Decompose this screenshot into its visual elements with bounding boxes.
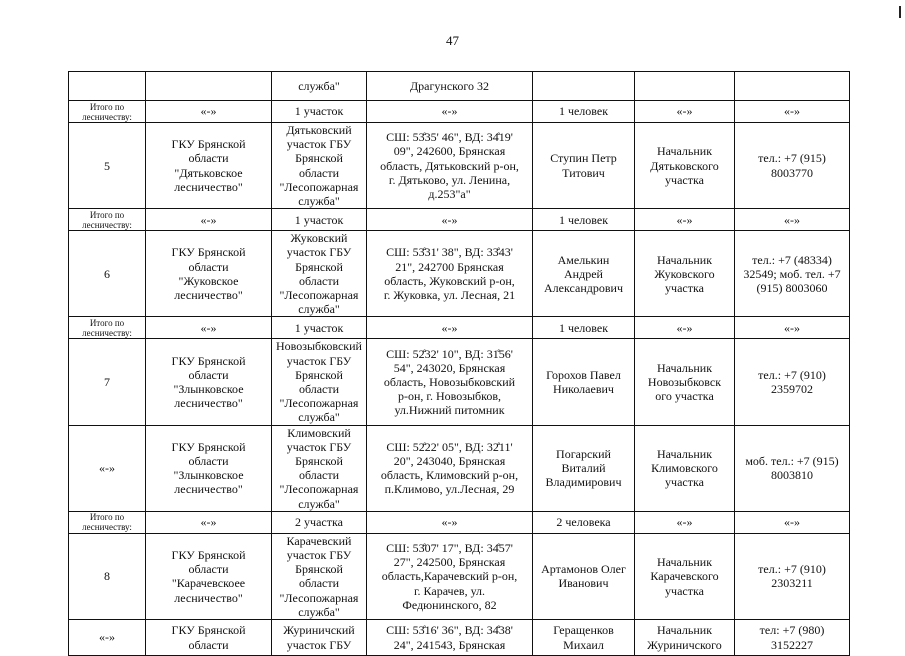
table-row — [69, 533, 850, 619]
cell-position: «-» — [635, 511, 735, 533]
table-row — [69, 123, 850, 209]
cell-person: Амелькин Андрей Александрович — [533, 231, 635, 317]
cell-org: ГКУ Брянской области "Карачевскоее лесничество" — [146, 533, 272, 619]
cell-position: «-» — [635, 101, 735, 123]
page-edge-mark — [899, 6, 901, 18]
table-row-continued — [69, 72, 850, 101]
forestry-contacts-table — [68, 71, 850, 656]
table-row-total — [69, 511, 850, 533]
cell-position: Начальник Дятьковского участка — [635, 123, 735, 209]
cell-org: ГКУ Брянской области — [146, 620, 272, 656]
cell-org: «-» — [146, 511, 272, 533]
cell-position — [635, 72, 735, 101]
cell-phone: «-» — [735, 317, 850, 339]
table-row — [69, 231, 850, 317]
cell-person: Геращенков Михаил — [533, 620, 635, 656]
cell-phone: тел.: +7 (910) 2303211 — [735, 533, 850, 619]
cell-phone: моб. тел.: +7 (915) 8003810 — [735, 425, 850, 511]
table-row — [69, 425, 850, 511]
cell-unit: Карачевский участок ГБУ Брянской области "Лесопожарная служба" — [272, 533, 367, 619]
cell-address: СШ: 53̊35' 46", ВД: 34̊19' 09", 242600, Брянская область, Дятьковский р-он, г. Дятьково, ул. Ленина, д.253"а" — [367, 123, 533, 209]
cell-person: 1 человек — [533, 101, 635, 123]
cell-unit: Климовский участок ГБУ Брянской области "Лесопожарная служба" — [272, 425, 367, 511]
cell-position: Начальник Журиничского — [635, 620, 735, 656]
cell-position: Начальник Климовского участка — [635, 425, 735, 511]
cell-num: «-» — [69, 620, 146, 656]
cell-phone: тел.: +7 (910) 2359702 — [735, 339, 850, 425]
cell-address: СШ: 52̊32' 10", ВД: 31̊56' 54", 243020, Брянская область, Новозыбковский р-он, г. Новозыбков, ул.Нижний питомник — [367, 339, 533, 425]
cell-phone: «-» — [735, 101, 850, 123]
cell-unit: Журиничский участок ГБУ — [272, 620, 367, 656]
cell-position: Начальник Жуковского участка — [635, 231, 735, 317]
cell-phone: тел.: +7 (915) 8003770 — [735, 123, 850, 209]
cell-person: Артамонов Олег Иванович — [533, 533, 635, 619]
cell-org: ГКУ Брянской области "Дятьковское лесничество" — [146, 123, 272, 209]
cell-num: 8 — [69, 533, 146, 619]
table-row — [69, 620, 850, 656]
cell-address: СШ: 53̊31' 38", ВД: 33̊43' 21", 242700 Брянская область, Жуковский р-он, г. Жуковка, ул. Лесная, 21 — [367, 231, 533, 317]
cell-phone: тел: +7 (980) 3152227 — [735, 620, 850, 656]
table-row-total — [69, 317, 850, 339]
cell-address: СШ: 52̊22' 05", ВД: 32̊11' 20", 243040, Брянская область, Климовский р-он, п.Климово, ул.Лесная, 29 — [367, 425, 533, 511]
cell-num: Итого по лесничеству: — [69, 317, 146, 339]
cell-address: СШ: 53̊07' 17", ВД: 34̊57' 27", 242500, Брянская область,Карачевский р-он, г. Карачев, ул. Федюнинского, 82 — [367, 533, 533, 619]
cell-unit: 1 участок — [272, 209, 367, 231]
cell-org: «-» — [146, 209, 272, 231]
cell-unit: Жуковский участок ГБУ Брянской области "Лесопожарная служба" — [272, 231, 367, 317]
cell-address: «-» — [367, 317, 533, 339]
cell-org — [146, 72, 272, 101]
cell-num: Итого по лесничеству: — [69, 511, 146, 533]
cell-unit: 2 участка — [272, 511, 367, 533]
cell-person: Погарский Виталий Владимирович — [533, 425, 635, 511]
cell-phone: тел.: +7 (48334) 32549; моб. тел. +7 (915) 8003060 — [735, 231, 850, 317]
cell-num: 5 — [69, 123, 146, 209]
cell-address: Драгунского 32 — [367, 72, 533, 101]
cell-person — [533, 72, 635, 101]
cell-address: «-» — [367, 101, 533, 123]
cell-position: «-» — [635, 317, 735, 339]
cell-num: 7 — [69, 339, 146, 425]
cell-address: «-» — [367, 511, 533, 533]
cell-unit: служба" — [272, 72, 367, 101]
cell-address: СШ: 53̊16' 36", ВД: 34̊38' 24", 241543, Брянская — [367, 620, 533, 656]
cell-unit: Дятьковский участок ГБУ Брянской области "Лесопожарная служба" — [272, 123, 367, 209]
cell-num: Итого по лесничеству: — [69, 101, 146, 123]
cell-person: Горохов Павел Николаевич — [533, 339, 635, 425]
cell-phone: «-» — [735, 209, 850, 231]
cell-person: Ступин Петр Титович — [533, 123, 635, 209]
cell-position: «-» — [635, 209, 735, 231]
cell-unit: 1 участок — [272, 317, 367, 339]
table-row-total — [69, 101, 850, 123]
cell-org: ГКУ Брянской области "Злынковское лесничество" — [146, 425, 272, 511]
cell-org: ГКУ Брянской области "Злынковское лесничество" — [146, 339, 272, 425]
cell-num: Итого по лесничеству: — [69, 209, 146, 231]
cell-position: Начальник Карачевского участка — [635, 533, 735, 619]
cell-org: «-» — [146, 317, 272, 339]
cell-address: «-» — [367, 209, 533, 231]
cell-num — [69, 72, 146, 101]
cell-phone — [735, 72, 850, 101]
cell-unit: 1 участок — [272, 101, 367, 123]
cell-num: «-» — [69, 425, 146, 511]
cell-org: «-» — [146, 101, 272, 123]
cell-person: 1 человек — [533, 317, 635, 339]
table-row-total — [69, 209, 850, 231]
table-row — [69, 339, 850, 425]
page-number: 47 — [446, 33, 459, 48]
cell-num: 6 — [69, 231, 146, 317]
cell-person: 2 человека — [533, 511, 635, 533]
cell-unit: Новозыбковский участок ГБУ Брянской области "Лесопожарная служба" — [272, 339, 367, 425]
cell-person: 1 человек — [533, 209, 635, 231]
cell-phone: «-» — [735, 511, 850, 533]
table-body — [69, 72, 850, 656]
cell-org: ГКУ Брянской области "Жуковское лесничество" — [146, 231, 272, 317]
cell-position: Начальник Новозыбковск ого участка — [635, 339, 735, 425]
